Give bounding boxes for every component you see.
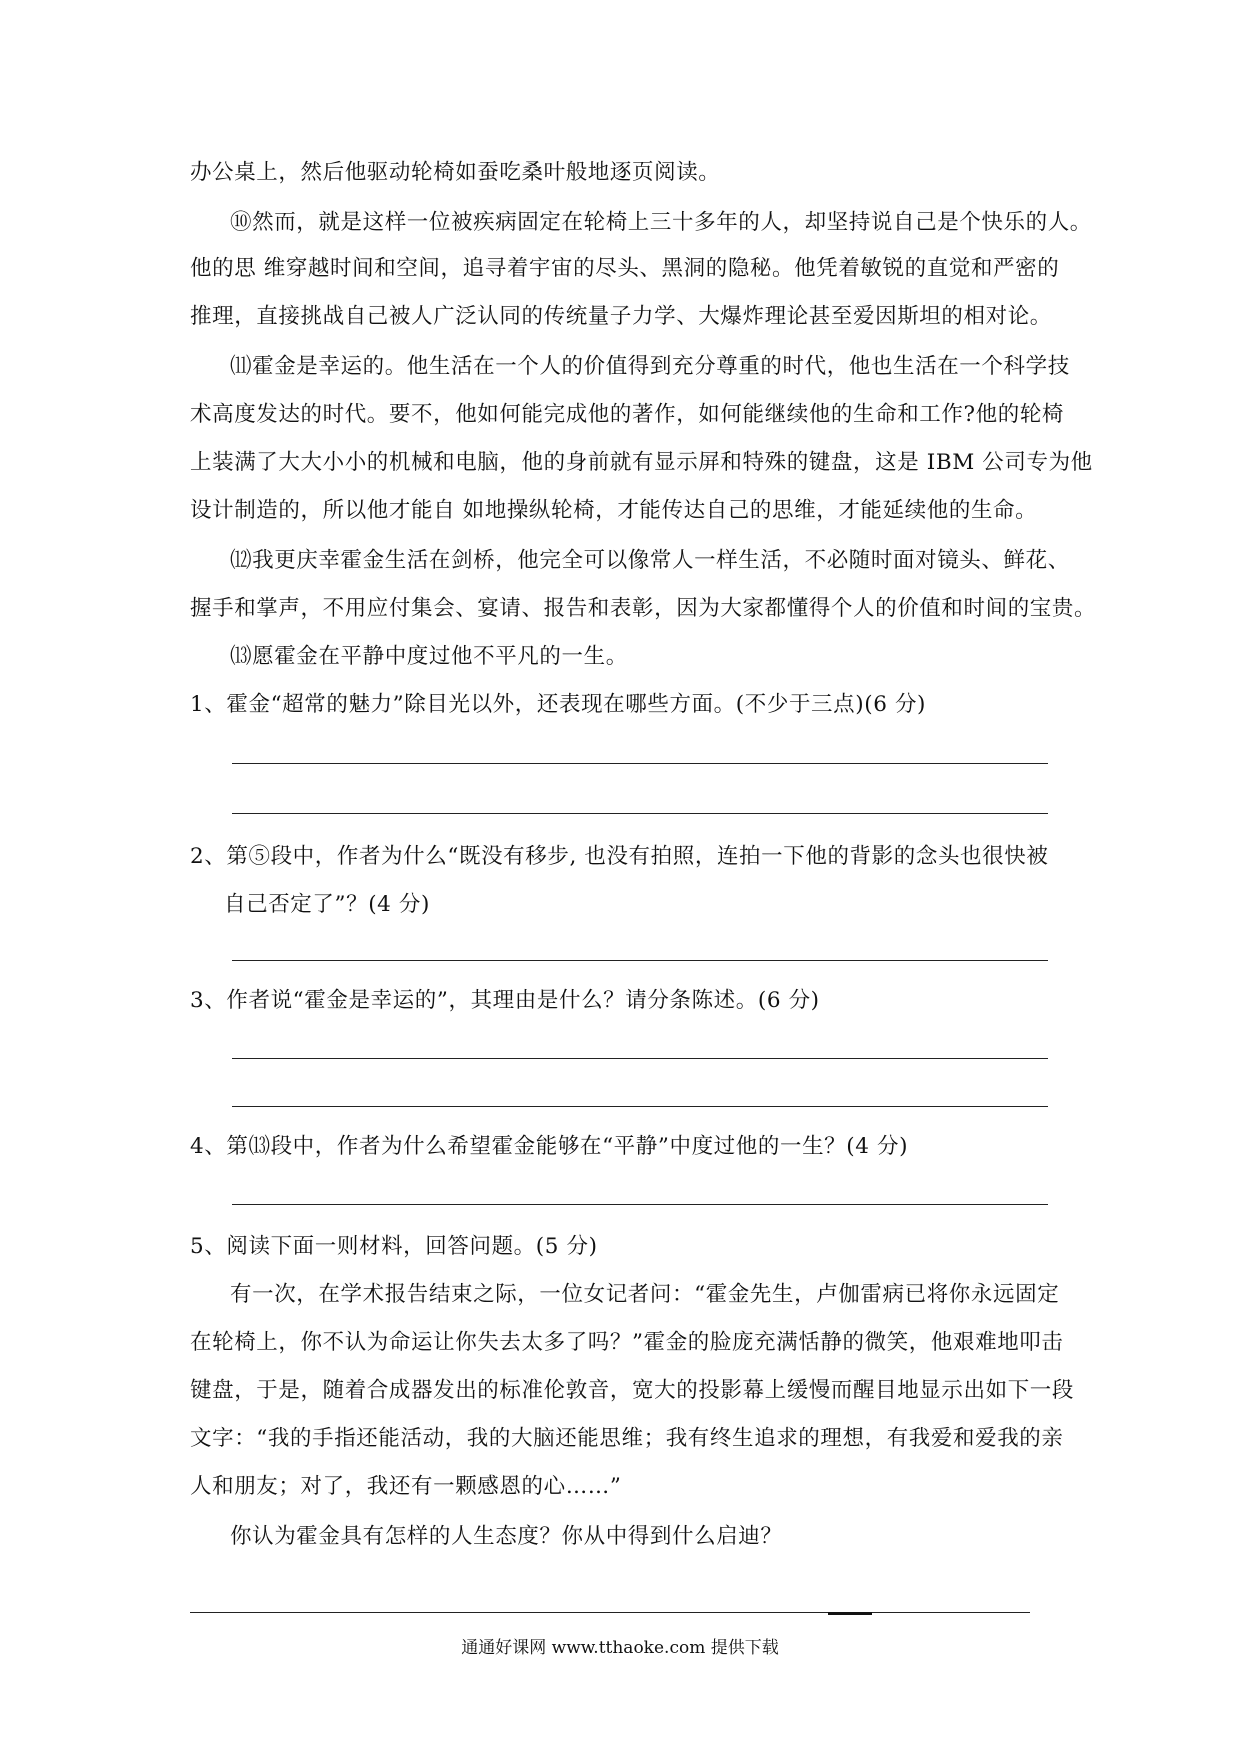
passage-line: 设计制造的，所以他才能自 如地操纵轮椅，才能传达自己的思维，才能延续他的生命。 [190,498,1038,523]
material-prompt: 你认为霍金具有怎样的人生态度？你从中得到什么启迪？ [230,1524,783,1549]
passage-paragraph-11: ⑾霍金是幸运的。他生活在一个人的价值得到充分尊重的时代，他也生活在一个科学技 [230,354,1070,379]
material-line: 文字：“我的手指还能活动，我的大脑还能思维；我有终生追求的理想，有我爱和爱我的亲 [190,1426,1064,1451]
material-line: 键盘，于是，随着合成器发出的标准伦敦音，宽大的投影幕上缓慢而醒目地显示出如下一段 [190,1378,1075,1403]
passage-paragraph-10: ⑩然而，就是这样一位被疾病固定在轮椅上三十多年的人，却坚持说自己是个快乐的人。 [230,210,1092,235]
question-3: 3、作者说“霍金是幸运的”，其理由是什么？请分条陈述。(6 分) [190,988,820,1013]
answer-line [232,813,1048,814]
footer-text: 通通好课网 www.tthaoke.com 提供下载 [461,1638,779,1658]
question-1: 1、霍金“超常的魅力”除目光以外，还表现在哪些方面。(不少于三点)(6 分) [190,692,927,717]
answer-line [232,1204,1048,1205]
answer-line [232,1058,1048,1059]
material-line: 人和朋友；对了，我还有一颗感恩的心……” [190,1474,622,1499]
passage-paragraph-13: ⒀愿霍金在平静中度过他不平凡的一生。 [230,644,628,669]
answer-line [232,763,1048,764]
footer-divider [190,1612,1030,1613]
passage-paragraph-12: ⑿我更庆幸霍金生活在剑桥，他完全可以像常人一样生活，不必随时面对镜头、鲜花、 [230,548,1070,573]
passage-line: 握手和掌声，不用应付集会、宴请、报告和表彰，因为大家都懂得个人的价值和时间的宝贵。 [190,596,1097,621]
material-line: 有一次，在学术报告结束之际，一位女记者问：“霍金先生，卢伽雷病已将你永远固定 [230,1282,1060,1307]
passage-line: 推理，直接挑战自己被人广泛认同的传统量子力学、大爆炸理论甚至爱因斯坦的相对论。 [190,304,1052,329]
passage-line: 术高度发达的时代。要不，他如何能完成他的著作，如何能继续他的生命和工作?他的轮椅 [190,402,1065,427]
question-2: 2、第⑤段中，作者为什么“既没有移步, 也没有拍照，连拍一下他的背影的念头也很快被 [190,844,1049,869]
page-mark [828,1612,872,1615]
passage-line: 上装满了大大小小的机械和电脑，他的身前就有显示屏和特殊的键盘，这是 IBM 公司专为他 [190,450,1093,475]
material-line: 在轮椅上，你不认为命运让你失去太多了吗？”霍金的脸庞充满恬静的微笑，他艰难地叩击 [190,1330,1064,1355]
answer-line [232,1106,1048,1107]
passage-line: 他的思 维穿越时间和空间，追寻着宇宙的尽头、黑洞的隐秘。他凭着敏锐的直觉和严密的 [190,256,1060,281]
passage-line: 办公桌上，然后他驱动轮椅如蚕吃桑叶般地逐页阅读。 [190,160,721,185]
question-2-continued: 自己否定了”？(4 分) [224,892,430,917]
question-5: 5、阅读下面一则材料，回答问题。(5 分) [190,1234,598,1259]
question-4: 4、第⒀段中，作者为什么希望霍金能够在“平静”中度过他的一生？(4 分) [190,1134,909,1159]
answer-line [232,960,1048,961]
